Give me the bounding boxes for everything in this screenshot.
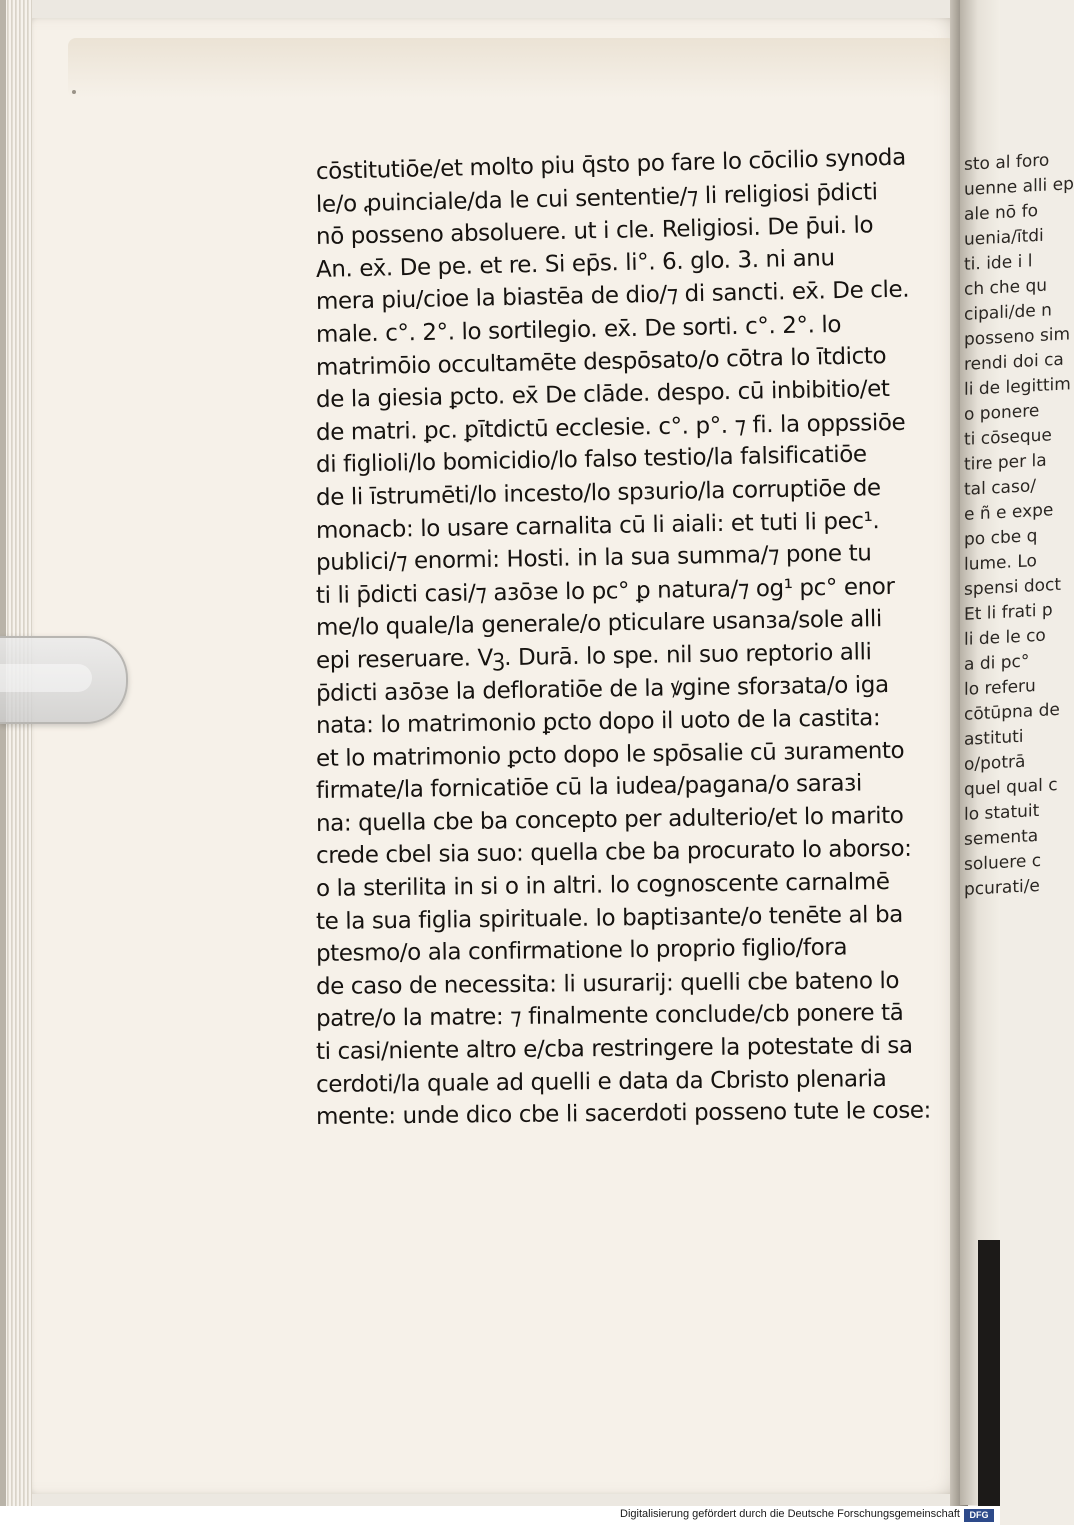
facing-text-line: o/potrā xyxy=(964,751,1026,775)
text-line: nō posseno absoluere. ut i cle. Religiosi. De p̄ui. lo xyxy=(315,212,874,251)
facing-text-line: uenne alli ep xyxy=(964,174,1074,200)
facing-text-line: pcurati/e xyxy=(964,875,1040,900)
facing-text-line: ale nō fo xyxy=(964,201,1038,225)
facing-text-line: uenia/ītdi xyxy=(964,225,1044,250)
facing-text-line: e ñ e expe xyxy=(964,500,1054,525)
text-line: cōstitutiōe/et molto piu q̄sto po fare lo cōcilio synoda xyxy=(315,144,907,185)
footer-credit: Digitalisierung gefördert durch die Deutsche Forschungsgemeinschaft xyxy=(620,1508,960,1520)
facing-text-line: Et li frati p xyxy=(964,600,1053,625)
text-line: le/o ꝓuinciale/da le cui sententie/⁊ li religiosi p̄dicti xyxy=(315,178,878,218)
text-line: de matri. ꝑc. ꝑītdictū ecclesie. c°. p°. ⁊ fi. la oppssiōe xyxy=(315,409,906,446)
text-line: p̄dicti aɜōɜe la defloratiōe de la ꝟgine sforɜata/o iga xyxy=(315,671,889,707)
text-line: ptesmo/o ala confirmatione lo proprio figlio/fora xyxy=(315,934,848,968)
facing-text-line: tal caso/ xyxy=(964,476,1036,500)
text-line: epi reseruare. Vꝫ. Durā. lo spe. nil suo reptorio alli xyxy=(315,639,872,674)
facing-text-line: li de le co xyxy=(964,625,1046,650)
facing-page-text xyxy=(962,150,1074,900)
facing-text-line: li de legittim xyxy=(964,374,1071,400)
facing-text-line: ti cōseque xyxy=(964,425,1052,450)
text-line: firmate/la fornicatiōe cū la iudea/pagana/o saraɜi xyxy=(315,770,863,805)
book-clip-highlight xyxy=(0,664,92,692)
main-text-block xyxy=(315,144,932,1134)
text-line: de caso de necessita: li usurarij: quelli cbe bateno lo xyxy=(315,967,900,1000)
text-line: monacb: lo usare carnalita cū li aiali: et tuti li pec¹. xyxy=(315,507,880,544)
facing-text-line: soluere c xyxy=(964,850,1042,875)
facing-text-line: spensi doct xyxy=(964,574,1062,600)
text-line: crede cbel sia suo: quella cbe ba procurato lo aborso: xyxy=(315,836,912,870)
facing-text-line: sementa xyxy=(964,825,1039,850)
text-line: matrimōio occultamēte despōsato/o cōtra lo ītdicto xyxy=(315,342,887,381)
text-line: te la sua figlia spirituale. lo baptiɜante/o tenēte al ba xyxy=(315,901,904,935)
text-line: An. ex̄. De pe. et re. Si ep̄s. li°. 6. glo. 3. ni anu xyxy=(315,245,835,283)
dfg-logo-icon[interactable]: DFG xyxy=(964,1509,994,1522)
text-line: mera piu/cioe la biastēa de dio/⁊ di sancti. ex̄. De cle. xyxy=(315,276,910,316)
text-line: patre/o la matre: ⁊ finalmente conclude/cb ponere tā xyxy=(315,1000,904,1033)
facing-text-line: cipali/de n xyxy=(964,300,1052,325)
text-line: de la giesia ꝑcto. ex̄ De clāde. despo. cū inbibitio/et xyxy=(315,376,890,414)
text-line: o la sterilita in si o in altri. lo cognoscente carnalmē xyxy=(315,869,890,903)
facing-text-line: sto al foro xyxy=(964,150,1050,175)
facing-text-line: a di pc° xyxy=(964,651,1030,675)
facing-text-line: astituti xyxy=(964,726,1024,750)
text-line: nata: lo matrimonio ꝑcto dopo il uoto de la castita: xyxy=(315,705,881,740)
facing-text-line: lo referu xyxy=(964,676,1036,700)
text-line: di figlioli/lo bomicidio/lo falso testio/la falsificatiōe xyxy=(315,441,867,479)
facing-text-line: po cbe q xyxy=(964,526,1038,550)
facing-text-line: tire per la xyxy=(964,450,1047,475)
facing-text-line: lume. Lo xyxy=(964,551,1037,575)
binding-shadow xyxy=(0,0,6,1510)
page-stain xyxy=(68,38,968,98)
text-line: cerdoti/la quale ad quelli e data da Cbristo plenaria xyxy=(315,1065,887,1098)
facing-text-line: ch che qu xyxy=(964,275,1048,300)
footer-bar xyxy=(0,1506,1000,1525)
text-line: na: quella cbe ba concepto per adulterio/et lo marito xyxy=(315,802,904,837)
facing-text-line: o ponere xyxy=(964,400,1040,425)
text-line: publici/⁊ enormi: Hosti. in la sua summa/⁊ pone tu xyxy=(315,540,872,577)
facing-text-line: posseno sim xyxy=(964,324,1071,350)
page-edge-dark xyxy=(978,1240,1000,1510)
ink-dot xyxy=(72,90,76,94)
text-line: me/lo quale/la generale/o pticulare usanɜa/sole alli xyxy=(315,606,883,642)
facing-text-line: quel qual c xyxy=(964,774,1058,800)
facing-text-line: rendi doi ca xyxy=(964,349,1064,375)
text-line: male. c°. 2°. lo sortilegio. ex̄. De sorti. c°. 2°. lo xyxy=(315,311,842,348)
facing-text-line: ti. ide i l xyxy=(964,251,1033,275)
text-line: ti casi/niente altro e/cba restringere la potestate di sa xyxy=(315,1032,913,1066)
facing-text-line: lo statuit xyxy=(964,800,1040,825)
text-line: de li īstrumēti/lo incesto/lo spɜurio/la corruptiōe de xyxy=(315,475,881,511)
text-line: et lo matrimonio ꝑcto dopo le spōsalie cū ɜuramento xyxy=(315,737,905,772)
text-line: mente: unde dico cbe li sacerdoti posseno tute le cose: xyxy=(315,1097,932,1131)
text-line: ti li p̄dicti casi/⁊ aɜōɜe lo pc° ꝑ natura/⁊ og¹ pc° enor xyxy=(315,573,895,609)
facing-text-line: cōtūpna de xyxy=(964,699,1060,725)
